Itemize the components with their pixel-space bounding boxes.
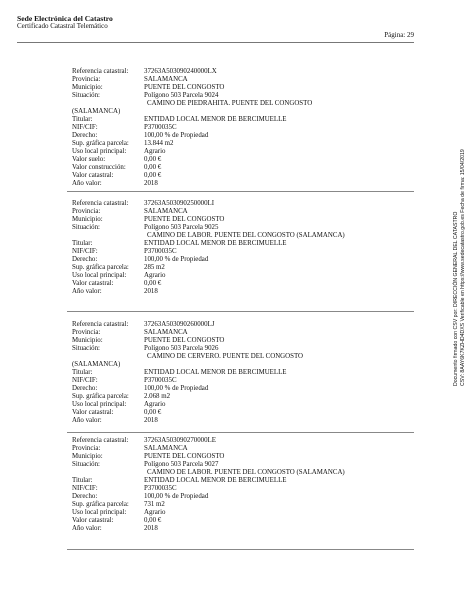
- record-row: [70, 453, 410, 461]
- field-value: 2018: [144, 180, 158, 187]
- record-row: [70, 329, 410, 337]
- record-row: [70, 469, 410, 477]
- field-label: Uso local principal:: [72, 148, 127, 155]
- record-row: [70, 321, 410, 329]
- record-row: [70, 156, 410, 164]
- field-value: 13.844 m2: [144, 140, 174, 147]
- field-label: Sup. gráfica parcela:: [72, 264, 129, 271]
- field-label: Provincia:: [72, 208, 101, 215]
- record-row: [70, 264, 410, 272]
- address-continuation: CAMINO DE CERVERO. PUENTE DEL CONGOSTO: [147, 353, 304, 360]
- record-row: [70, 517, 410, 525]
- record-row: [70, 417, 410, 425]
- address-province: (SALAMANCA): [72, 108, 121, 115]
- field-value: P3700035C: [144, 248, 177, 255]
- record-row: [70, 124, 410, 132]
- record-row: [70, 140, 410, 148]
- record-row: [70, 200, 410, 208]
- record-row: [70, 148, 410, 156]
- record-row: [70, 509, 410, 517]
- record-row: [70, 393, 410, 401]
- field-label: Derecho:: [72, 385, 98, 392]
- record-row: [70, 477, 410, 485]
- address-continuation: CAMINO DE PIEDRAHITA. PUENTE DEL CONGOSTO: [147, 100, 313, 107]
- field-label: Año valor:: [72, 525, 102, 532]
- address-continuation: CAMINO DE LABOR. PUENTE DEL CONGOSTO (SALAMANCA): [147, 232, 345, 239]
- field-label: Titular:: [72, 369, 93, 376]
- record-row: [70, 288, 410, 296]
- record-row: [70, 164, 410, 172]
- record-row: [70, 116, 410, 124]
- field-label: Valor construcción:: [72, 164, 126, 171]
- record-row: [70, 76, 410, 84]
- field-value: 37263A503090250000LI: [144, 200, 215, 207]
- record-row: [70, 337, 410, 345]
- record-row: [70, 172, 410, 180]
- field-label: Provincia:: [72, 329, 101, 336]
- field-label: Referencia catastral:: [72, 200, 129, 207]
- address-continuation: CAMINO DE LABOR. PUENTE DEL CONGOSTO (SALAMANCA): [147, 469, 345, 476]
- field-label: Situación:: [72, 345, 100, 352]
- field-value: Agrario: [144, 509, 166, 516]
- field-value: Polígono 503 Parcela 9025: [144, 224, 219, 231]
- header-subtitle: Certificado Catastral Telemático: [17, 22, 108, 30]
- record-row: [70, 353, 410, 361]
- field-label: Sup. gráfica parcela:: [72, 501, 129, 508]
- field-value: ENTIDAD LOCAL MENOR DE BERCIMUELLE: [144, 369, 287, 376]
- field-label: Provincia:: [72, 76, 101, 83]
- parcel-record: [70, 200, 410, 296]
- field-label: Año valor:: [72, 288, 102, 295]
- field-label: Situación:: [72, 224, 100, 231]
- field-value: SALAMANCA: [144, 445, 188, 452]
- field-value: PUENTE DEL CONGOSTO: [144, 216, 225, 223]
- field-label: NIF/CIF:: [72, 485, 98, 492]
- field-value: 0,00 €: [144, 172, 162, 179]
- record-row: [70, 437, 410, 445]
- record-row: [70, 240, 410, 248]
- field-label: Referencia catastral:: [72, 68, 129, 75]
- field-value: 731 m2: [144, 501, 165, 508]
- field-label: NIF/CIF:: [72, 124, 98, 131]
- field-value: Agrario: [144, 148, 166, 155]
- record-row: [70, 92, 410, 100]
- field-value: 2.068 m2: [144, 393, 171, 400]
- record-row: [70, 461, 410, 469]
- record-row: [70, 224, 410, 232]
- record-row: [70, 272, 410, 280]
- field-label: Referencia catastral:: [72, 321, 129, 328]
- record-row: [70, 493, 410, 501]
- field-value: 2018: [144, 417, 158, 424]
- field-label: Municipio:: [72, 84, 103, 91]
- field-label: Derecho:: [72, 256, 98, 263]
- parcel-record: [70, 321, 410, 425]
- record-divider: [67, 311, 414, 312]
- record-row: [70, 216, 410, 224]
- field-label: Provincia:: [72, 445, 101, 452]
- field-value: 100,00 % de Propiedad: [144, 132, 209, 139]
- field-label: Titular:: [72, 477, 93, 484]
- field-label: Referencia catastral:: [72, 437, 129, 444]
- field-value: SALAMANCA: [144, 208, 188, 215]
- field-label: Uso local principal:: [72, 401, 127, 408]
- header-title: Sede Electrónica del Catastro: [17, 14, 113, 23]
- record-row: [70, 401, 410, 409]
- record-row: [70, 132, 410, 140]
- record-row: [70, 501, 410, 509]
- record-row: [70, 68, 410, 76]
- field-value: Polígono 503 Parcela 9026: [144, 345, 219, 352]
- field-value: 100,00 % de Propiedad: [144, 256, 209, 263]
- field-value: PUENTE DEL CONGOSTO: [144, 337, 225, 344]
- side-note-line-2: CSV: 8AAY6K7KZHD4DXS Verificable en https://www.sedecatastro.gob.es Fecha de firma: 15/04/2019: [459, 149, 466, 386]
- field-value: 37263A503090270000LE: [144, 437, 216, 444]
- field-label: Situación:: [72, 92, 100, 99]
- field-value: 37263A503090240000LX: [144, 68, 217, 75]
- record-row: [70, 256, 410, 264]
- field-label: Sup. gráfica parcela:: [72, 393, 129, 400]
- field-value: 285 m2: [144, 264, 165, 271]
- record-row: [70, 385, 410, 393]
- side-note-line-1: Documento firmado con CSV por: DIRECCIÓN GENERAL DEL CATASTRO: [453, 211, 459, 386]
- field-label: Derecho:: [72, 493, 98, 500]
- field-label: Uso local principal:: [72, 509, 127, 516]
- field-label: Valor suelo:: [72, 156, 106, 163]
- field-value: ENTIDAD LOCAL MENOR DE BERCIMUELLE: [144, 116, 287, 123]
- field-label: Titular:: [72, 240, 93, 247]
- field-label: Valor catastral:: [72, 517, 114, 524]
- record-row: [70, 208, 410, 216]
- record-divider: [67, 432, 414, 433]
- field-value: ENTIDAD LOCAL MENOR DE BERCIMUELLE: [144, 240, 287, 247]
- signature-side-note: [453, 86, 466, 386]
- field-value: 2018: [144, 525, 158, 532]
- field-value: Agrario: [144, 401, 166, 408]
- record-row: [70, 409, 410, 417]
- field-value: SALAMANCA: [144, 329, 188, 336]
- field-value: 0,00 €: [144, 156, 162, 163]
- record-row: [70, 84, 410, 92]
- record-divider: [67, 191, 414, 192]
- header-divider: [17, 42, 414, 43]
- field-value: Polígono 503 Parcela 9024: [144, 92, 219, 99]
- page-number: Página: 29: [384, 31, 414, 39]
- field-label: Valor catastral:: [72, 172, 114, 179]
- record-row: [70, 280, 410, 288]
- field-value: PUENTE DEL CONGOSTO: [144, 453, 225, 460]
- field-value: Agrario: [144, 272, 166, 279]
- record-row: [70, 232, 410, 240]
- record-row: [70, 369, 410, 377]
- field-label: Municipio:: [72, 337, 103, 344]
- field-label: Valor catastral:: [72, 409, 114, 416]
- field-value: P3700035C: [144, 485, 177, 492]
- record-row: [70, 485, 410, 493]
- field-value: P3700035C: [144, 124, 177, 131]
- field-label: NIF/CIF:: [72, 377, 98, 384]
- record-divider: [67, 549, 414, 550]
- field-value: 37263A503090260000LJ: [144, 321, 215, 328]
- record-row: [70, 100, 410, 108]
- field-value: 100,00 % de Propiedad: [144, 385, 209, 392]
- field-label: Sup. gráfica parcela:: [72, 140, 129, 147]
- record-row: [70, 248, 410, 256]
- field-label: NIF/CIF:: [72, 248, 98, 255]
- record-row: [70, 445, 410, 453]
- record-row: [70, 361, 410, 369]
- parcel-record: [70, 68, 410, 188]
- parcel-record: [70, 437, 410, 533]
- field-value: 100,00 % de Propiedad: [144, 493, 209, 500]
- field-value: P3700035C: [144, 377, 177, 384]
- field-value: 0,00 €: [144, 280, 162, 287]
- record-row: [70, 345, 410, 353]
- field-label: Año valor:: [72, 417, 102, 424]
- address-province: (SALAMANCA): [72, 361, 121, 368]
- field-value: PUENTE DEL CONGOSTO: [144, 84, 225, 91]
- field-value: SALAMANCA: [144, 76, 188, 83]
- field-label: Uso local principal:: [72, 272, 127, 279]
- field-value: ENTIDAD LOCAL MENOR DE BERCIMUELLE: [144, 477, 287, 484]
- field-value: 0,00 €: [144, 517, 162, 524]
- record-row: [70, 377, 410, 385]
- field-label: Derecho:: [72, 132, 98, 139]
- field-label: Titular:: [72, 116, 93, 123]
- record-row: [70, 108, 410, 116]
- field-label: Situación:: [72, 461, 100, 468]
- field-label: Valor catastral:: [72, 280, 114, 287]
- field-value: 0,00 €: [144, 164, 162, 171]
- field-value: 2018: [144, 288, 158, 295]
- field-label: Municipio:: [72, 216, 103, 223]
- field-label: Municipio:: [72, 453, 103, 460]
- field-label: Año valor:: [72, 180, 102, 187]
- field-value: Polígono 503 Parcela 9027: [144, 461, 219, 468]
- field-value: 0,00 €: [144, 409, 162, 416]
- record-row: [70, 525, 410, 533]
- record-row: [70, 180, 410, 188]
